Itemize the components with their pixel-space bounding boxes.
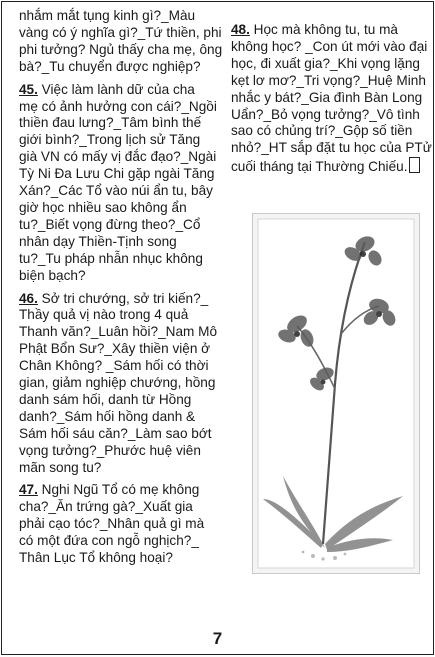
right-column xyxy=(231,22,431,176)
text-line: học, đi xuất gia?_Khi vọng lặng xyxy=(231,55,420,71)
text-line: tu?_Biết vọng đừng theo?_Cổ xyxy=(19,216,201,232)
text-line: Chân Không? _Sám hối có thời xyxy=(19,358,209,374)
text-line: Thầy quả vị nào trong 4 quả xyxy=(19,307,189,323)
question-number: 46. xyxy=(19,290,38,306)
intro-paragraph xyxy=(19,8,229,76)
question-number: 48. xyxy=(231,22,250,37)
text-line: mãn song tu? xyxy=(19,459,102,475)
text-line xyxy=(231,22,431,39)
text-line: tu?_Tu pháp nhẫn nhục không xyxy=(19,250,203,266)
text-line: gian, giảm nghiệp chướng, hồng xyxy=(19,375,216,391)
text-line: phải cạo tóc?_Nhân quả gì mà xyxy=(19,516,205,532)
text-line xyxy=(19,291,229,308)
question-text: Nghi Ngũ Tổ có mẹ không xyxy=(37,482,200,498)
text-line: mẹ có ảnh hưởng con cái?_Ngồi xyxy=(19,98,217,114)
text-line: danh?_Sám hối hồng danh & xyxy=(19,408,196,424)
end-mark-icon xyxy=(409,157,420,173)
text-line: nhỏ?_HT sắp đặt tu học của PTử xyxy=(231,140,432,156)
text-line: giờ học nhiều sao không ẩn xyxy=(19,199,187,215)
text-line: già VN có mấy vị đắc đạo?_Ngài xyxy=(19,149,217,165)
text-line: không học? _Con út mới vào đại xyxy=(231,38,428,54)
question-text: Học mà không tu, tu mà xyxy=(249,22,398,37)
text-line: nhân dạy Thiền-Tịnh song xyxy=(19,233,177,249)
question-text: cuối tháng tại Thường Chiếu. xyxy=(231,159,408,175)
text-line xyxy=(231,157,431,176)
text-line: Xán?_Các Tổ vào núi ẩn tu, bây xyxy=(19,183,213,199)
question-number: 47. xyxy=(19,482,38,498)
page-number: 7 xyxy=(212,629,223,648)
text-line: có một đứa con ngỗ nghịch?_ xyxy=(19,533,199,549)
text-line xyxy=(19,82,229,99)
text-line: phi tưởng? Ngủ thấy cha mẹ, ông xyxy=(19,41,223,57)
question-text: Sở tri chướng, sở tri kiến?_ xyxy=(37,290,209,306)
text-line: kẹt lơ mơ?_Tri vọng?_Huệ Minh xyxy=(231,72,426,88)
text-line: biện bạch? xyxy=(19,267,86,283)
text-line: danh sám hối, danh từ Hồng xyxy=(19,391,192,407)
question-number: 45. xyxy=(19,81,38,97)
question-45 xyxy=(19,82,229,285)
text-line: bà?_Tu chuyển được nghiệp? xyxy=(19,58,201,74)
orchid-illustration xyxy=(252,213,420,574)
text-line: vàng có ý nghĩa gì?_Tứ thiền, phi xyxy=(19,24,222,40)
question-46 xyxy=(19,291,229,477)
question-48 xyxy=(231,22,431,176)
document-page xyxy=(1,1,434,655)
text-line: cha?_Ăn trứng gà?_Xuất gia xyxy=(19,499,193,515)
text-line: sao có chủng trí?_Gộp số tiền xyxy=(231,123,413,139)
text-line: nhắc y bát?_Gia đình Bàn Long xyxy=(231,89,423,105)
text-line: vọng tưởng?_Phước huệ viên xyxy=(19,442,201,458)
question-text: Việc làm lành dữ của cha xyxy=(37,81,195,97)
left-column xyxy=(19,8,229,567)
text-line: Sám hối sáu căn?_Làm sao bớt xyxy=(19,425,212,441)
text-line: Thanh văn?_Luân hồi?_Nam Mô xyxy=(19,324,217,340)
text-line: Phật Bổn Sư?_Xây thiền viện ở xyxy=(19,341,211,357)
text-line: Uẩn?_Bỏ vọng tưởng?_Vô tình xyxy=(231,106,420,122)
question-47 xyxy=(19,482,229,567)
text-line: Thân Lục Tổ không hoại? xyxy=(19,550,173,566)
orchid-icon xyxy=(253,214,419,573)
text-line xyxy=(19,482,229,499)
text-line: thiền đau lưng?_Tâm bình thế xyxy=(19,115,202,131)
text-line: nhắm mắt tụng kinh gì?_Màu xyxy=(19,8,196,23)
text-line: giới bình?_Trong lịch sử Tăng xyxy=(19,132,201,148)
text-line: Tỳ Ni Đa Lưu Chi gặp ngài Tăng xyxy=(19,166,215,182)
